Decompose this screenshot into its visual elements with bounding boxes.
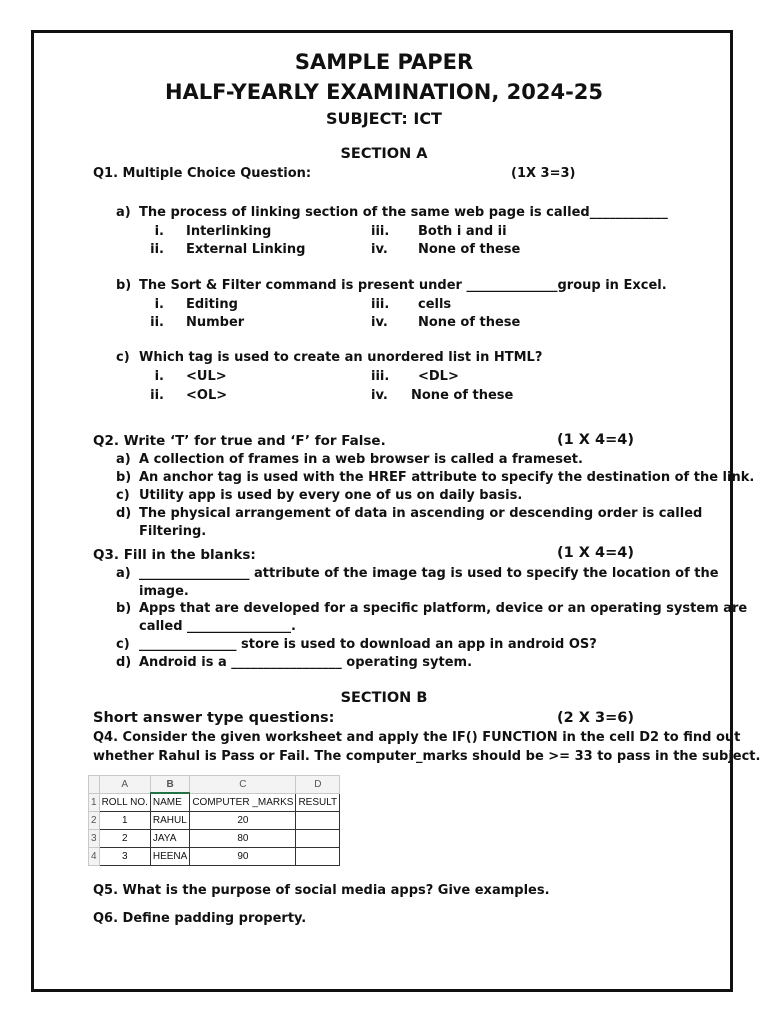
subject-title: SUBJECT: ICT xyxy=(326,109,442,128)
q1c-opt3-text: <DL> xyxy=(418,369,459,384)
section-b-heading: SECTION B xyxy=(340,690,428,706)
q1c-letter: c) xyxy=(116,350,130,365)
q3c-text: _______________ store is used to download an app in android OS? xyxy=(139,637,597,652)
q2d-line2: Filtering. xyxy=(139,524,207,539)
table-cell xyxy=(296,830,340,848)
q6-text: Q6. Define padding property. xyxy=(93,911,307,926)
q3-marks: (1 X 4=4) xyxy=(557,545,634,561)
table-cell: HEENA xyxy=(150,848,189,866)
q1b-opt1-text: Editing xyxy=(186,297,238,312)
q2b-letter: b) xyxy=(116,470,132,485)
table-cell: 3 xyxy=(99,848,150,866)
q1a-opt4-num: iv. xyxy=(371,242,388,257)
q2-marks: (1 X 4=4) xyxy=(557,432,634,448)
q3d-text: Android is a _________________ operating sytem. xyxy=(139,655,473,670)
q3b-letter: b) xyxy=(116,601,132,616)
short-answer-heading: Short answer type questions: xyxy=(93,710,335,726)
worksheet xyxy=(88,775,338,867)
q3a-line2: image. xyxy=(139,584,189,599)
q1a-opt1-text: Interlinking xyxy=(186,224,272,239)
table-cell: 2 xyxy=(99,830,150,848)
q3b-line1: Apps that are developed for a specific platform, device or an operating system are xyxy=(139,601,748,616)
table-header-cell: ROLL NO. xyxy=(99,793,150,812)
q1b-letter: b) xyxy=(116,278,132,293)
section-b-marks: (2 X 3=6) xyxy=(557,710,634,726)
q1b-opt2-num: ii. xyxy=(150,315,164,330)
q1a-letter: a) xyxy=(116,205,131,220)
q1b-opt3-num: iii. xyxy=(371,297,390,312)
paper-title: SAMPLE PAPER xyxy=(294,50,474,74)
table-cell: 20 xyxy=(190,812,296,830)
q3d-letter: d) xyxy=(116,655,132,670)
sheet-row-num: 2 xyxy=(89,812,100,830)
sheet-col-a: A xyxy=(99,776,150,794)
q3a-line1: _________________ attribute of the image tag is used to specify the location of the xyxy=(139,566,719,581)
q3-label: Q3. Fill in the blanks: xyxy=(93,547,256,563)
q1b-opt4-text: None of these xyxy=(418,315,521,330)
q1c-opt3-num: iii. xyxy=(371,369,390,384)
table-header-cell: COMPUTER _MARKS xyxy=(190,793,296,812)
q1a-text: The process of linking section of the same web page is called____________ xyxy=(139,205,668,220)
q1c-opt1-num: i. xyxy=(154,369,164,384)
q2a-letter: a) xyxy=(116,452,131,467)
q1a-opt3-num: iii. xyxy=(371,224,390,239)
q1a-opt1-num: i. xyxy=(154,224,164,239)
q1c-text: Which tag is used to create an unordered list in HTML? xyxy=(139,350,543,365)
sheet-col-d: D xyxy=(296,776,340,794)
table-cell xyxy=(296,812,340,830)
q5-text: Q5. What is the purpose of social media apps? Give examples. xyxy=(93,883,550,898)
q1-marks: (1X 3=3) xyxy=(511,166,576,181)
q1a-opt2-text: External Linking xyxy=(186,242,306,257)
q2-label: Q2. Write ‘T’ for true and ‘F’ for False. xyxy=(93,433,386,449)
q2a-text: A collection of frames in a web browser is called a frameset. xyxy=(139,452,583,467)
table-cell: 80 xyxy=(190,830,296,848)
q1-label: Q1. Multiple Choice Question: xyxy=(93,166,312,181)
q1b-opt1-num: i. xyxy=(154,297,164,312)
q3a-letter: a) xyxy=(116,566,131,581)
q1b-opt4-num: iv. xyxy=(371,315,388,330)
q1c-opt1-text: <UL> xyxy=(186,369,227,384)
sheet-col-c: C xyxy=(190,776,296,794)
q3c-letter: c) xyxy=(116,637,130,652)
table-cell xyxy=(296,848,340,866)
q1a-opt3-text: Both i and ii xyxy=(418,224,507,239)
sheet-row-num: 1 xyxy=(89,793,100,812)
table-cell: 1 xyxy=(99,812,150,830)
q1a-opt4-text: None of these xyxy=(418,242,521,257)
q1b-opt2-text: Number xyxy=(186,315,245,330)
sheet-row-num: 4 xyxy=(89,848,100,866)
q1b-text: The Sort & Filter command is present under ______________group in Excel. xyxy=(139,278,667,293)
sheet-corner xyxy=(89,776,100,794)
table-header-cell: NAME xyxy=(150,793,189,812)
q1c-opt4-text: None of these xyxy=(411,388,514,403)
q2c-text: Utility app is used by every one of us on daily basis. xyxy=(139,488,523,503)
q1b-opt3-text: cells xyxy=(418,297,452,312)
exam-title: HALF-YEARLY EXAMINATION, 2024-25 xyxy=(164,80,604,104)
q1c-opt2-text: <OL> xyxy=(186,388,228,403)
q2d-line1: The physical arrangement of data in ascending or descending order is called xyxy=(139,506,703,521)
section-a-heading: SECTION A xyxy=(340,146,428,162)
q4-line1: Q4. Consider the given worksheet and apply the IF() FUNCTION in the cell D2 to find out xyxy=(93,730,741,745)
q2b-text: An anchor tag is used with the HREF attribute to specify the destination of the link. xyxy=(139,470,755,485)
q1c-opt4-num: iv. xyxy=(371,388,388,403)
q4-line2: whether Rahul is Pass or Fail. The computer_marks should be >= 33 to pass in the subject. xyxy=(93,749,761,764)
table-header-cell: RESULT xyxy=(296,793,340,812)
table-cell: 90 xyxy=(190,848,296,866)
q2c-letter: c) xyxy=(116,488,130,503)
q2d-letter: d) xyxy=(116,506,132,521)
sheet-row-num: 3 xyxy=(89,830,100,848)
q3b-line2: called ________________. xyxy=(139,619,296,634)
table-cell: RAHUL xyxy=(150,812,189,830)
sheet-col-b: B xyxy=(150,776,189,794)
table-cell: JAYA xyxy=(150,830,189,848)
q1a-opt2-num: ii. xyxy=(150,242,164,257)
q1c-opt2-num: ii. xyxy=(150,388,164,403)
